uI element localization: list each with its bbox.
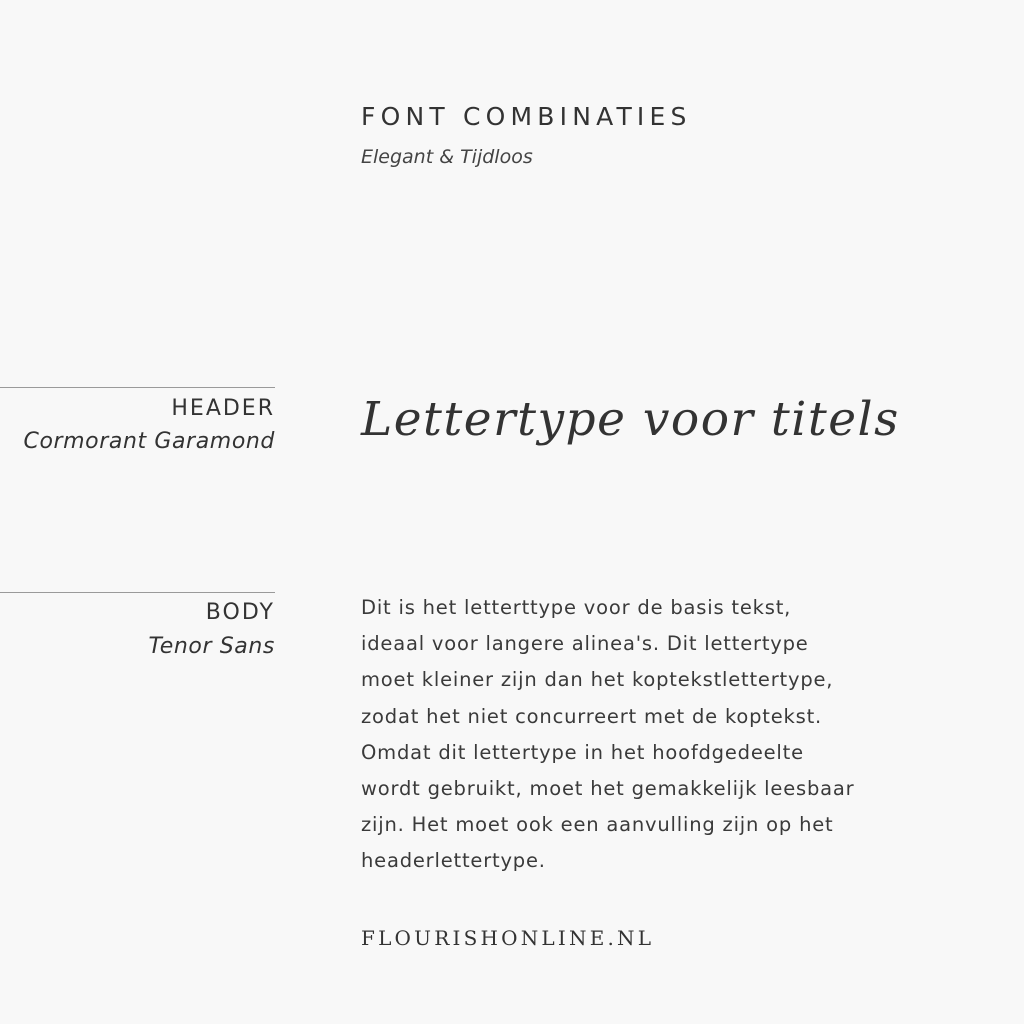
header-font-name: Cormorant Garamond	[23, 429, 275, 454]
header-divider	[0, 387, 275, 388]
body-sample-line: Dit is het letterttype voor de basis tekst,	[361, 596, 792, 619]
body-label: BODY	[205, 600, 275, 625]
page-title: FONT COMBINATIES	[361, 102, 692, 131]
header-label: HEADER	[171, 396, 275, 421]
body-sample-line: ideaal voor langere alinea's. Dit lettertype	[361, 632, 809, 656]
footer-website: FLOURISHONLINE.NL	[361, 926, 655, 950]
body-sample-line: wordt gebruikt, moet het gemakkelijk leesbaar	[361, 777, 855, 801]
body-sample-line: zodat het niet concurreert met de koptekst.	[361, 704, 823, 728]
body-font-sample	[361, 590, 941, 880]
header-font-sample: Lettertype voor titels	[361, 392, 900, 447]
body-font-name: Tenor Sans	[148, 634, 275, 659]
body-sample-line: moet kleiner zijn dan het koptekstlettertype,	[361, 668, 834, 692]
body-sample-line: Omdat dit lettertype in het hoofdgedeelte	[361, 740, 804, 764]
body-sample-line: zijn. Het moet ook een aanvulling zijn op het	[361, 813, 834, 837]
body-divider	[0, 592, 275, 593]
body-sample-line: headerlettertype.	[361, 849, 546, 873]
page-subtitle: Elegant & Tijdloos	[361, 146, 533, 168]
